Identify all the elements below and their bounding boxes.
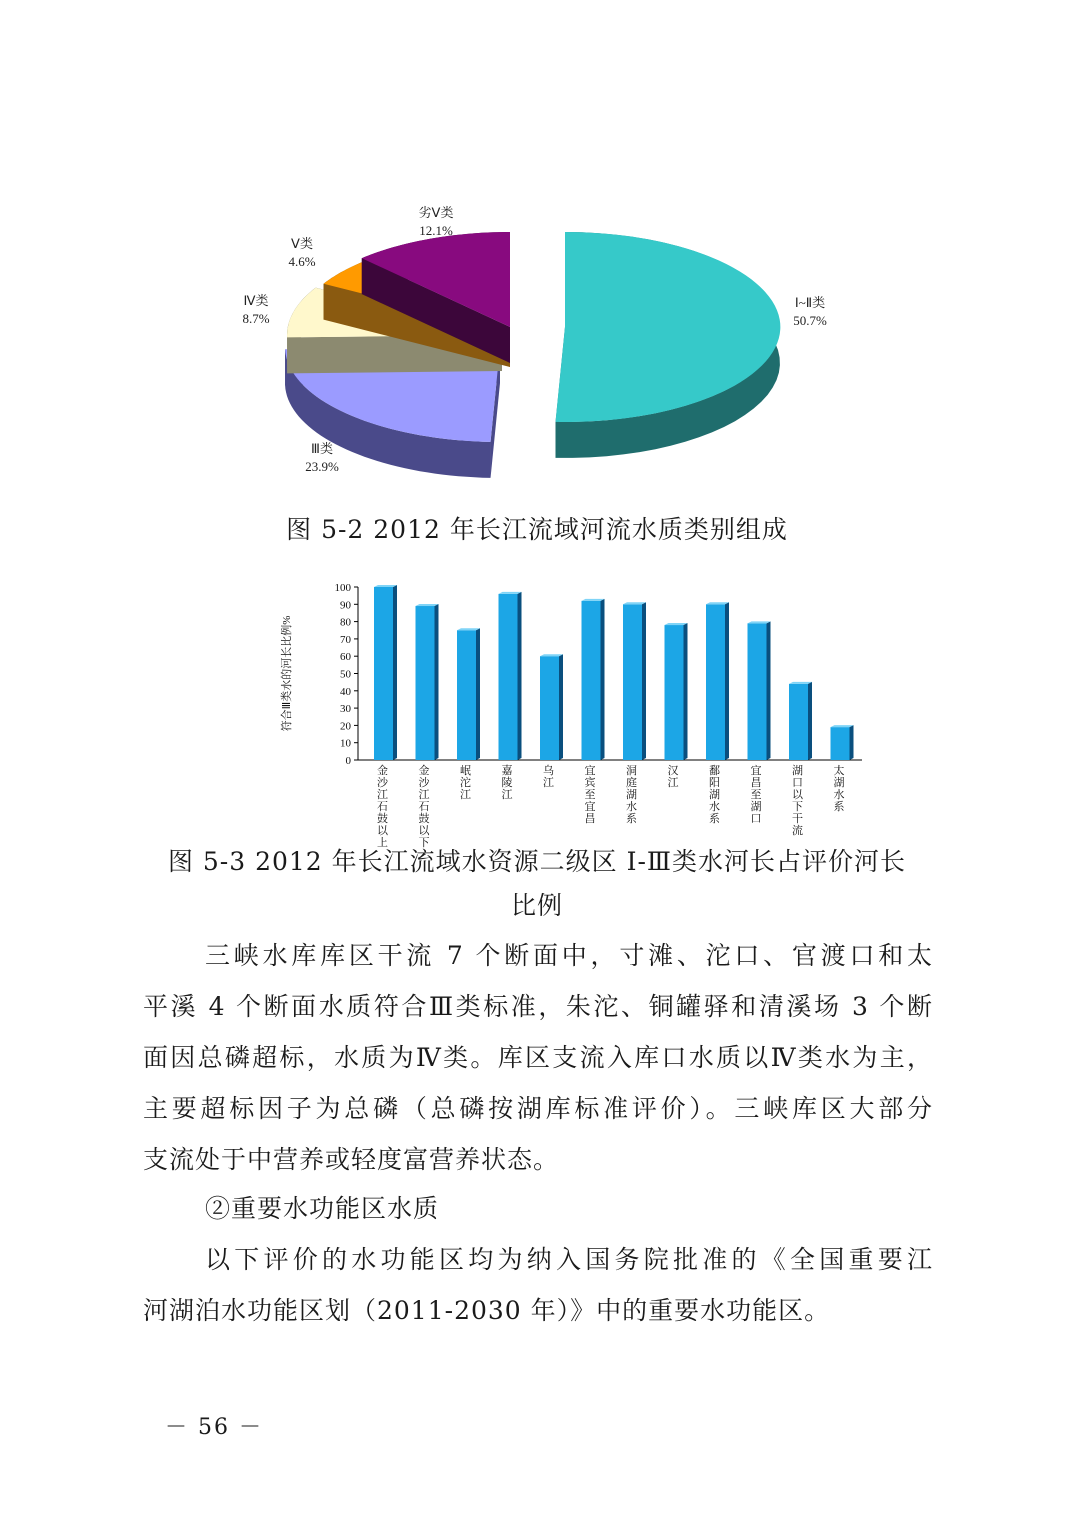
y-tick-label: 90 [340,599,351,612]
y-tick-label: 60 [340,651,351,664]
pie-chart [220,195,860,495]
bar [665,623,688,760]
paragraph-three-gorges [143,930,933,1185]
x-category-label: 鄱阳湖水系 [709,765,720,825]
pie-slice-value: 4.6% [288,254,316,269]
y-tick-label: 0 [345,755,351,767]
x-category-label: 汉江 [667,765,679,789]
bar [789,682,812,760]
pie-slice-label: Ⅴ类 [291,236,313,251]
x-category-label: 金沙江石鼓以上 [377,765,388,849]
bar [706,602,729,760]
y-tick-label: 30 [340,703,351,716]
x-category-label: 岷沱江 [460,765,471,801]
bar [457,628,480,760]
x-category-label: 太湖水系 [833,765,845,813]
y-tick-label: 70 [340,633,351,646]
paragraph-line: 平溪 4 个断面水质符合Ⅲ类标准，朱沱、铜罐驿和清溪场 3 个断 [143,992,933,1021]
pie-slice-label: Ⅲ类 [311,441,333,456]
x-category-label: 宜昌至湖口 [750,765,762,825]
figure-5-2-caption: 图 5-2 2012 年长江流域河流水质类别组成 [286,515,788,544]
bar-bars [374,585,854,760]
x-category-label: 金沙江石鼓以下 [418,765,430,849]
figure-5-3-caption-line2: 比例 [510,891,563,920]
pie-slice-value: 12.1% [419,223,453,238]
pie-slice-label: 劣Ⅴ类 [418,205,454,220]
paragraph-line: 支流处于中营养或轻度富营养状态。 [143,1145,560,1174]
y-axis-title: 符合Ⅲ类水的河长比例% [281,615,293,732]
pie-slice-value: 50.7% [793,313,827,328]
pie-slice-label: Ⅳ类 [243,293,269,308]
x-category-label: 湖口以下干流 [792,765,803,837]
paragraph-line: 以下评价的水功能区均为纳入国务院批准的《全国重要江 [205,1245,933,1274]
y-tick-label: 40 [340,685,351,698]
bar [748,621,771,760]
x-category-label: 宜宾至宜昌 [584,765,596,825]
paragraph-line: 主要超标因子为总磷（总磷按湖库标准评价）。三峡库区大部分 [143,1094,933,1123]
paragraph-line: 河湖泊水功能区划（2011-2030 年）》中的重要水功能区。 [143,1296,831,1325]
page-number: － 56 － [165,1415,263,1440]
y-tick-label: 80 [340,616,351,629]
pie-slice-label: Ⅰ~Ⅱ类 [794,295,826,310]
x-category-label: 乌江 [543,765,554,789]
x-category-label: 嘉陵江 [501,765,513,801]
bar [540,654,563,760]
paragraph-evaluation-scope [143,1234,933,1336]
bar [374,585,397,760]
section-heading-water-function-zones [143,1183,933,1234]
y-tick-label: 10 [340,737,351,750]
figure-5-3-caption-line1: 图 5-3 2012 年长江流域水资源二级区 Ⅰ-Ⅲ类水河长占评价河长 [167,847,907,876]
pie-slice-value: 8.7% [242,311,270,326]
pie-slice-value: 23.9% [305,459,339,474]
bar [499,592,522,760]
y-tick-label: 20 [340,720,351,733]
pie-slices [285,232,780,478]
paragraph-line: 三峡水库库区干流 7 个断面中，寸滩、沱口、官渡口和太 [205,941,933,970]
section-heading: ②重要水功能区水质 [205,1194,440,1223]
pie-slice [556,232,781,458]
bar [623,602,646,760]
y-tick-label: 50 [340,668,351,681]
paragraph-line: 面因总磷超标，水质为Ⅳ类。库区支流入库口水质以Ⅳ类水为主， [143,1043,933,1072]
bar-chart [270,575,870,849]
x-category-label: 洞庭湖水系 [626,765,637,825]
bar [416,604,439,760]
bar-category-labels [377,763,845,849]
bar [831,725,854,760]
bar-axes [279,582,862,767]
bar [582,599,605,760]
y-tick-label: 100 [334,582,351,594]
